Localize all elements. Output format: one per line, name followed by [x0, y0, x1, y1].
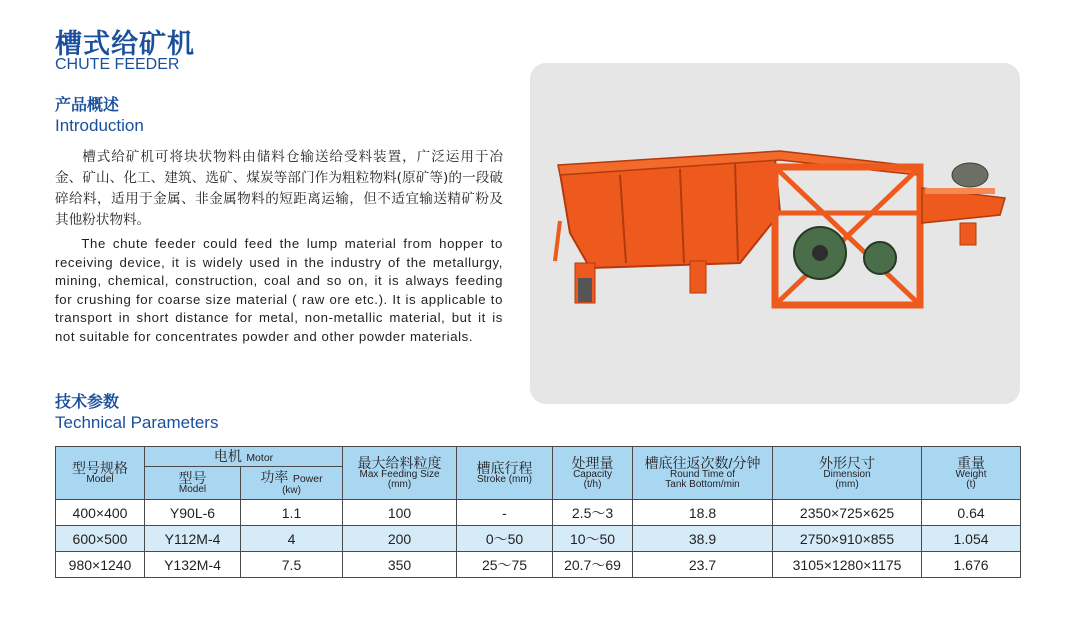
cell-weight: 1.054 — [922, 526, 1021, 552]
cell-stroke: 25～75 — [457, 552, 553, 578]
cell-motor: Y90L-6 — [145, 500, 241, 526]
page-title-cn: 槽式给矿机 — [55, 29, 195, 60]
header-motor: 电机 Motor — [145, 447, 343, 467]
header-dimension: 外形尺寸 Dimension (mm) — [773, 447, 922, 500]
cell-power: 4 — [241, 526, 343, 552]
cell-feed: 100 — [343, 500, 457, 526]
header-power: 功率 Power (kw) — [241, 467, 343, 500]
cell-weight: 1.676 — [922, 552, 1021, 578]
params-heading-cn: 技术参数 — [55, 392, 120, 411]
header-stroke: 槽底行程 Stroke (mm) — [457, 447, 553, 500]
product-photo — [530, 63, 1020, 404]
params-heading-en: Technical Parameters — [55, 413, 219, 432]
technical-parameters-table — [55, 446, 1021, 578]
cell-capacity: 2.5～3 — [553, 500, 633, 526]
intro-heading-en: Introduction — [55, 116, 144, 135]
cell-rounds: 18.8 — [633, 500, 773, 526]
cell-model: 980×1240 — [56, 552, 145, 578]
cell-dimension: 2750×910×855 — [773, 526, 922, 552]
cell-capacity: 20.7～69 — [553, 552, 633, 578]
cell-power: 1.1 — [241, 500, 343, 526]
cell-capacity: 10～50 — [553, 526, 633, 552]
chute-feeder-illustration — [530, 63, 1020, 404]
cell-dimension: 2350×725×625 — [773, 500, 922, 526]
table-row — [56, 500, 1021, 526]
cell-stroke: 0～50 — [457, 526, 553, 552]
cell-motor: Y112M-4 — [145, 526, 241, 552]
cell-motor: Y132M-4 — [145, 552, 241, 578]
cell-rounds: 23.7 — [633, 552, 773, 578]
page-title-en: CHUTE FEEDER — [55, 56, 180, 73]
header-weight: 重量 Weight (t) — [922, 447, 1021, 500]
header-capacity: 处理量 Capacity (t/h) — [553, 447, 633, 500]
cell-dimension: 3105×1280×1175 — [773, 552, 922, 578]
cell-feed: 200 — [343, 526, 457, 552]
chute-body — [560, 158, 780, 268]
intro-heading-cn: 产品概述 — [55, 95, 120, 114]
header-model: 型号规格 Model — [56, 447, 145, 500]
cell-weight: 0.64 — [922, 500, 1021, 526]
intro-text-cn: 槽式给矿机可将块状物料由储料仓输送给受料装置，广泛运用于冶金、矿山、化工、建筑、选矿、煤炭等部门作为粗粒物料(原矿等)的一段破碎给料，适用于金属、非金属物料的短距离运输，但不适宜输送精矿粉及其他粉状物料。 — [55, 149, 503, 228]
intro-text-en: The chute feeder could feed the lump material from hopper to receiving device, it is widely used in the industry of the metallurgy, mining, chemical, construction, coal and so on, it is always feeding for crushing for coarse size material ( raw ore etc.). It is applicable to transport in short distance for metal, non-metallic material, but it is not suitable for concentrates powder and other powder materials. — [55, 236, 503, 344]
cell-feed: 350 — [343, 552, 457, 578]
table-row — [56, 526, 1021, 552]
header-round-time: 槽底往返次数/分钟 Round Time of Tank Bottom/min — [633, 447, 773, 500]
cell-stroke: - — [457, 500, 553, 526]
cell-model: 400×400 — [56, 500, 145, 526]
leg-mid — [690, 261, 706, 293]
cell-model: 600×500 — [56, 526, 145, 552]
cell-power: 7.5 — [241, 552, 343, 578]
motor — [952, 163, 988, 187]
header-motor-model: 型号 Model — [145, 467, 241, 500]
table-row — [56, 552, 1021, 578]
cell-rounds: 38.9 — [633, 526, 773, 552]
header-feed-size: 最大给料粒度 Max Feeding Size (mm) — [343, 447, 457, 500]
